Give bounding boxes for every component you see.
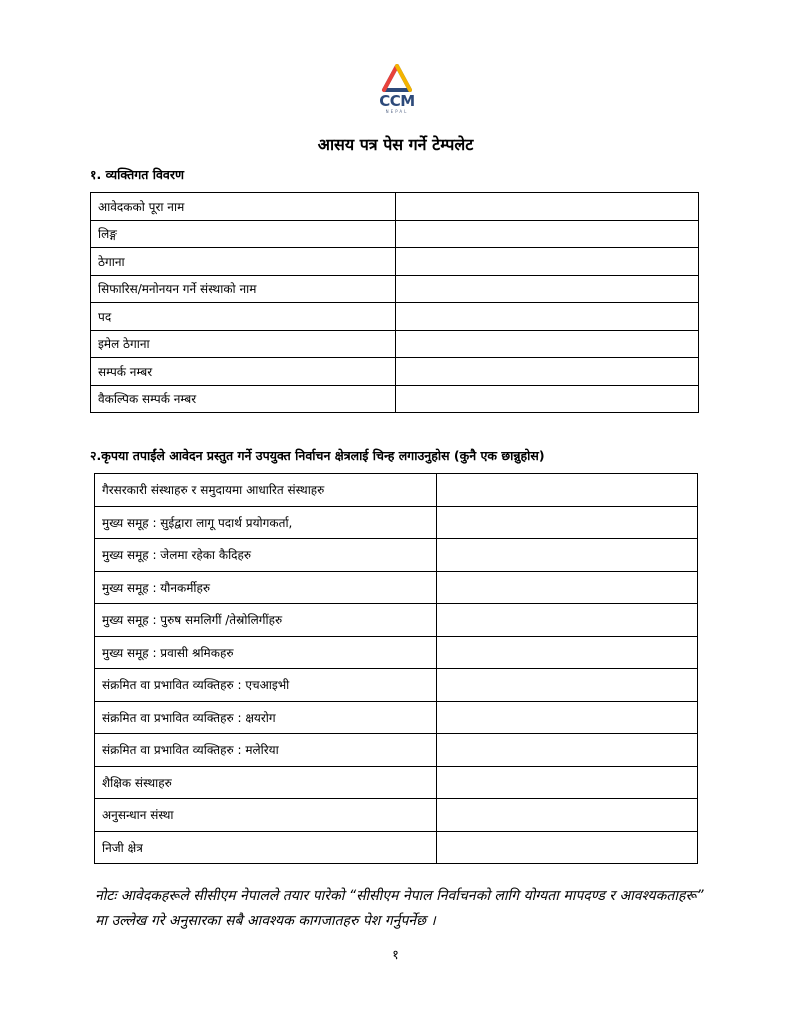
table-row [91,385,699,413]
section1-heading: १. व्यक्तिगत विवरण [90,167,184,182]
field-label: मुख्य समूह : प्रवासी श्रमिकहरु [95,636,437,669]
table-row [95,604,698,637]
field-label: गैरसरकारी संस्थाहरु र समुदायमा आधारित संस्थाहरु [95,474,437,507]
field-label: वैकल्पिक सम्पर्क नम्बर [91,385,396,413]
field-label: मुख्य समूह : पुरुष समलिगीं /तेस्रोलिगींहरु [95,604,437,637]
field-label: आवेदकको पूरा नाम [91,193,396,221]
field-label: सिफारिस/मनोनयन गर्ने संस्थाको नाम [91,275,396,303]
field-label: मुख्य समूह : सुईद्वारा लागू पदार्थ प्रयोगकर्ता, [95,506,437,539]
table-row [95,506,698,539]
table-row [95,799,698,832]
field-value-cell[interactable] [437,766,698,799]
page-number: १ [392,948,399,963]
field-value-cell[interactable] [437,506,698,539]
field-value-cell[interactable] [437,669,698,702]
table-row [91,358,699,386]
field-label: शैक्षिक संस्थाहरु [95,766,437,799]
field-value-cell[interactable] [437,799,698,832]
field-value-cell[interactable] [396,330,699,358]
logo-text: CCM [379,92,415,110]
table-row [95,474,698,507]
field-label: निजी क्षेत्र [95,831,437,864]
field-value-cell[interactable] [396,385,699,413]
table-row [91,275,699,303]
field-label: लिङ्ग [91,220,396,248]
table-row [95,734,698,767]
note-text: नोटः आवेदकहरूले सीसीएम नेपालले तयार पारेको “सीसीएम नेपाल निर्वाचनको लागि योग्यता मापदण्ड र आवश्यकताहरू” मा उल्लेख गरे अनुसारका सबै आवश्यक कागजातहरु पेश गर्नुपर्नेछ । [95,888,704,929]
table-row [95,766,698,799]
table-row [91,248,699,276]
ccm-logo [372,64,422,114]
table-row [95,539,698,572]
field-value-cell[interactable] [437,474,698,507]
field-label: मुख्य समूह : यौनकर्मीहरु [95,571,437,604]
table-row [91,193,699,221]
field-label: पद [91,303,396,331]
field-value-cell[interactable] [437,539,698,572]
page-title: आसय पत्र पेस गर्ने टेम्पलेट [317,135,474,154]
field-label: अनुसन्धान संस्था [95,799,437,832]
table-row [95,669,698,702]
table-row [91,330,699,358]
field-value-cell[interactable] [396,275,699,303]
field-value-cell[interactable] [396,193,699,221]
constituency-table [94,473,698,864]
section2-heading: २.कृपया तपाईंले आवेदन प्रस्तुत गर्ने उपयुक्त निर्वाचन क्षेत्रलाई चिन्ह लगाउनुहोस (कुनै एक छान्नुहोस) [90,448,545,463]
field-value-cell[interactable] [437,636,698,669]
field-label: ठेगाना [91,248,396,276]
field-value-cell[interactable] [437,734,698,767]
table-row [95,636,698,669]
personal-details-table [90,192,699,413]
table-row [95,571,698,604]
field-label: इमेल ठेगाना [91,330,396,358]
field-label: संक्रमित वा प्रभावित व्यक्तिहरु : क्षयरोग [95,701,437,734]
field-value-cell[interactable] [396,220,699,248]
field-value-cell[interactable] [437,701,698,734]
table-row [95,831,698,864]
field-label: मुख्य समूह : जेलमा रहेका कैदिहरु [95,539,437,572]
field-label: संक्रमित वा प्रभावित व्यक्तिहरु : मलेरिया [95,734,437,767]
field-value-cell[interactable] [396,303,699,331]
table-row [95,701,698,734]
field-label: संक्रमित वा प्रभावित व्यक्तिहरु : एचआइभी [95,669,437,702]
table-row [91,220,699,248]
table-row [91,303,699,331]
field-value-cell[interactable] [396,358,699,386]
triangle-logo-icon [380,64,414,94]
field-value-cell[interactable] [396,248,699,276]
field-value-cell[interactable] [437,831,698,864]
field-label: सम्पर्क नम्बर [91,358,396,386]
field-value-cell[interactable] [437,571,698,604]
field-value-cell[interactable] [437,604,698,637]
logo-subtext: NEPAL [385,109,409,114]
